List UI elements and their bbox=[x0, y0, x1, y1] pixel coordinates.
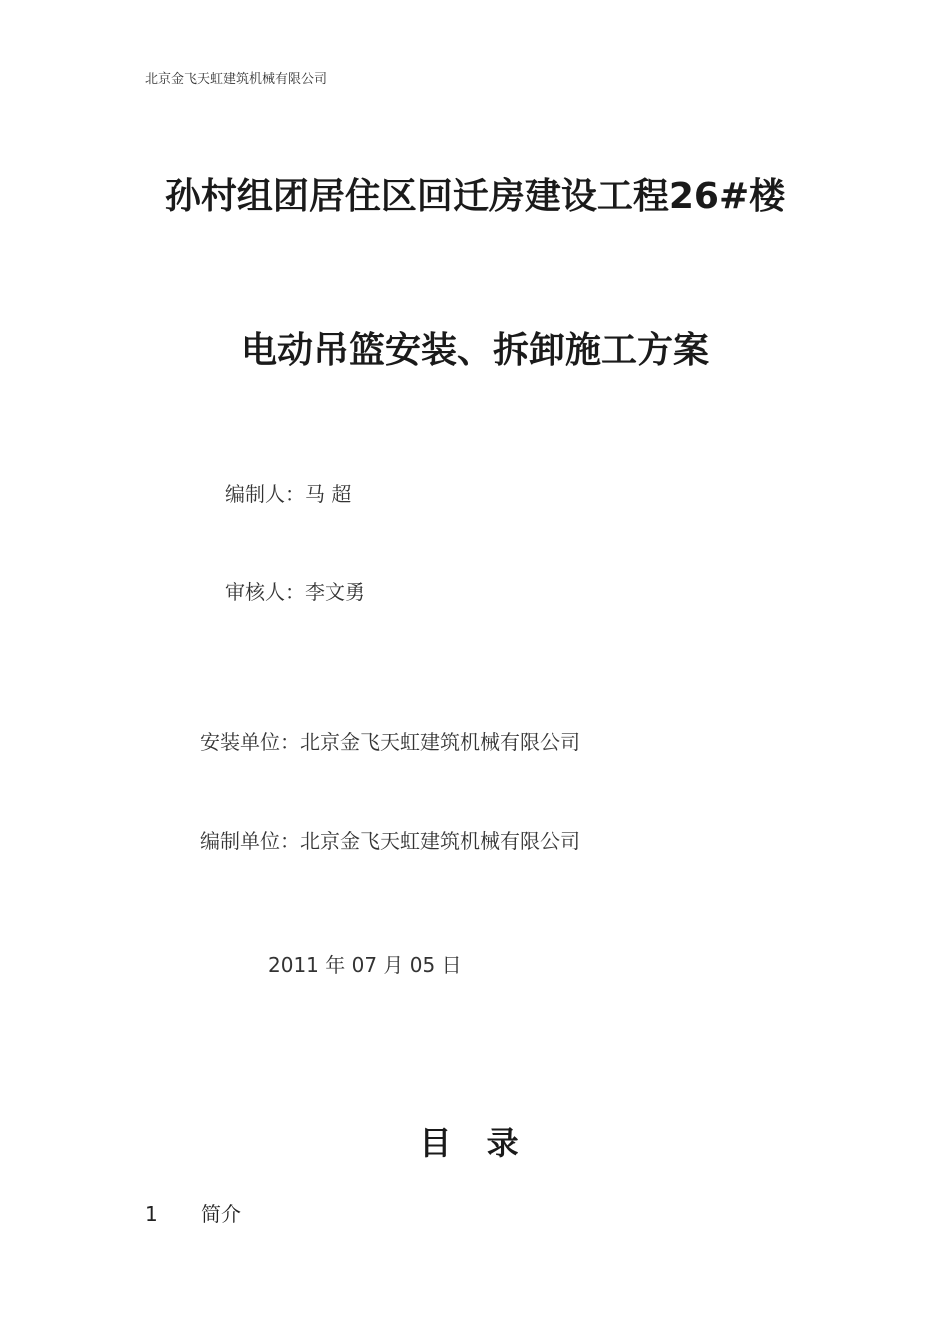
toc-item-label: 简介 bbox=[201, 1202, 241, 1226]
install-unit-field: 安装单位：北京金飞天虹建筑机械有限公司 bbox=[200, 730, 580, 754]
editor-field: 编制人：马 超 bbox=[225, 482, 352, 506]
toc-heading: 目 录 bbox=[419, 1124, 531, 1162]
compile-unit-field: 编制单位：北京金飞天虹建筑机械有限公司 bbox=[200, 829, 580, 853]
document-date: 2011 年 07 月 05 日 bbox=[268, 953, 462, 977]
toc-item-number: 1 bbox=[145, 1202, 158, 1226]
document-title-line-1: 孙村组团居住区回迁房建设工程26#楼 bbox=[164, 176, 786, 217]
reviewer-field: 审核人：李文勇 bbox=[225, 580, 365, 604]
document-title-line-2: 电动吊篮安装、拆卸施工方案 bbox=[240, 330, 709, 371]
toc-item bbox=[145, 1198, 241, 1227]
page-header-company: 北京金飞天虹建筑机械有限公司 bbox=[145, 72, 328, 87]
